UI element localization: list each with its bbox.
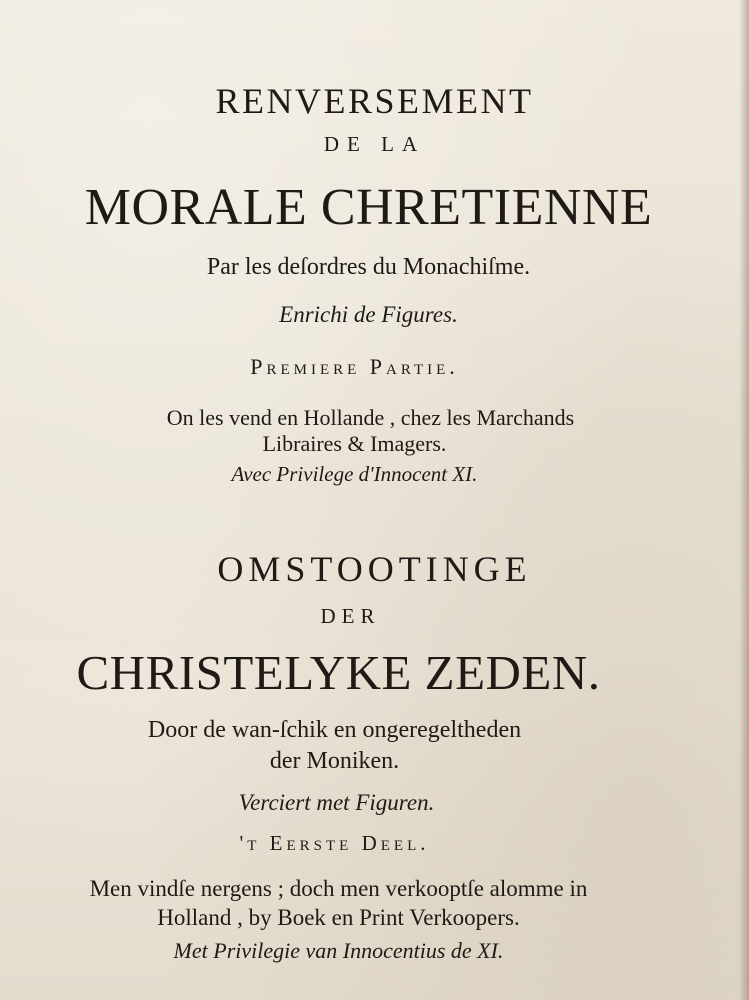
dutch-imprint-line2: Holland , by Boek en Print Verkoopers.	[157, 905, 520, 930]
french-part: Premiere Partie.	[250, 354, 459, 379]
dutch-privilege: Met Privilegie van Innocentius de XI.	[173, 938, 504, 963]
dutch-part: 't Eerste Deel.	[239, 831, 430, 855]
dutch-subtitle-line2: der Moniken.	[269, 748, 400, 774]
french-subtitle: Par les deſordres du Monachiſme.	[206, 254, 531, 280]
french-title-line1: RENVERSEMENT	[215, 81, 534, 121]
dutch-subtitle-line1: Door de wan-ſchik en ongeregeltheden	[147, 717, 522, 743]
french-title-line2: DE LA	[323, 132, 426, 156]
dutch-title-line1: OMSTOOTINGE	[217, 549, 532, 589]
dutch-title-line2: DER	[320, 604, 381, 628]
french-privilege: Avec Privilege d'Innocent XI.	[231, 462, 478, 486]
dutch-title-line3: CHRISTELYKE ZEDEN.	[76, 645, 601, 700]
dutch-enriched: Verciert met Figuren.	[238, 790, 435, 815]
french-title-line3: MORALE CHRETIENNE	[84, 179, 653, 236]
french-imprint-line1: On les vend en Hollande , chez les Marchands	[166, 405, 575, 430]
dutch-imprint-line1: Men vindſe nergens ; doch men verkooptſe alomme in	[89, 876, 588, 901]
french-enriched: Enrichi de Figures.	[279, 302, 458, 327]
french-imprint-line2: Libraires & Imagers.	[262, 431, 447, 456]
